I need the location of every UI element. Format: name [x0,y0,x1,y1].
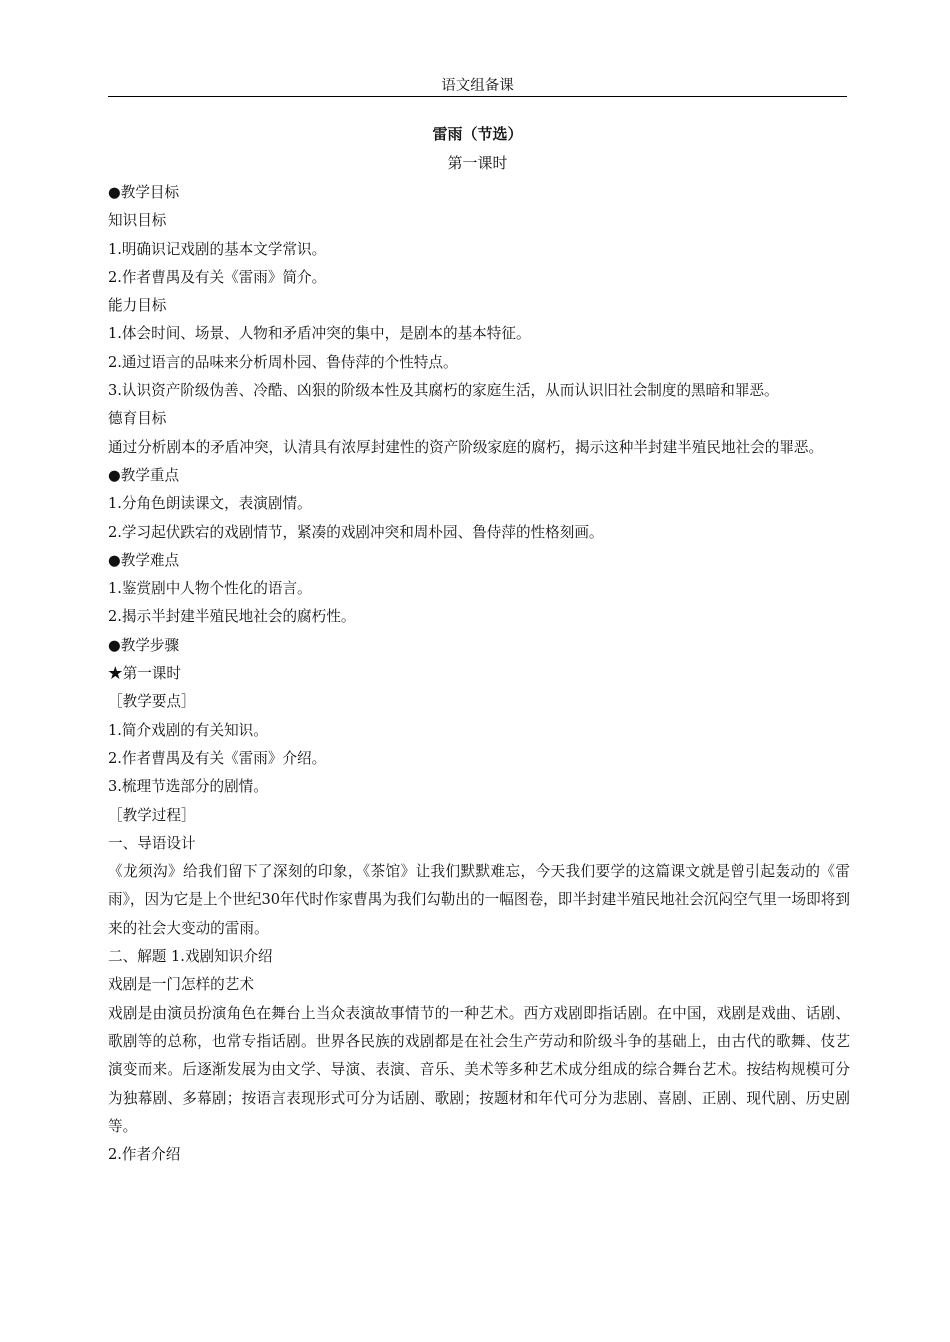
list-item: 1.鉴赏剧中人物个性化的语言。 [108,580,312,598]
subsection-heading: 戏剧是一门怎样的艺术 [108,976,254,994]
list-item: 3.梳理节选部分的剧情。 [108,778,268,796]
step-heading: 一、导语设计 [108,834,196,852]
list-item: 1.分角色朗读课文，表演剧情。 [108,495,312,513]
document-body [108,179,850,1169]
page-header: 语文组备课 [441,78,514,94]
list-item: 2.作者曹禺及有关《雷雨》简介。 [108,268,327,286]
paragraph: 《龙须沟》给我们留下了深刻的印象，《茶馆》让我们默默难忘，今天我们要学的这篇课文就是曾引起轰动的《雷雨》，因为它是上个世纪30年代时作家曹禺为我们勾勒出的一幅图卷，即半封建半殖民地社会沉闷空气里一场即将到来的社会大变动的雷雨。 [108,863,850,937]
subsection-heading: 知识目标 [108,212,167,230]
document-subtitle: 第一课时 [447,154,508,172]
subsection-heading: 德育目标 [108,410,167,428]
section-heading: ●教学步骤 [108,636,180,654]
document-title: 雷雨（节选） [432,125,523,143]
step-heading: 二、解题 1.戏剧知识介绍 [108,948,273,966]
list-item: 1.明确识记戏剧的基本文学常识。 [108,240,327,258]
paragraph: 通过分析剧本的矛盾冲突，认清具有浓厚封建性的资产阶级家庭的腐朽，揭示这种半封建半殖民地社会的罪恶。 [108,438,824,456]
list-item: 2.学习起伏跌宕的戏剧情节，紧凑的戏剧冲突和周朴园、鲁侍萍的性格刻画。 [108,523,604,541]
list-item: 2.作者曹禺及有关《雷雨》介绍。 [108,749,327,767]
section-heading: ●教学重点 [108,466,180,484]
subsection-heading: 能力目标 [108,297,167,315]
list-item: 3.认识资产阶级伪善、冷酷、凶狠的阶级本性及其腐朽的家庭生活，从而认识旧社会制度的黑暗和罪恶。 [108,382,779,400]
list-item: 1.体会时间、场景、人物和矛盾冲突的集中，是剧本的基本特征。 [108,325,531,343]
bracket-heading: ［教学要点］ [108,693,196,711]
list-item: 2.作者介绍 [108,1146,181,1164]
section-heading: ●教学目标 [108,184,180,201]
section-heading: ●教学难点 [108,551,180,569]
list-item: 2.通过语言的品味来分析周朴园、鲁侍萍的个性特点。 [108,353,458,371]
bracket-heading: ［教学过程］ [108,806,196,824]
paragraph: 戏剧是由演员扮演角色在舞台上当众表演故事情节的一种艺术。西方戏剧即指话剧。在中国，戏剧是戏曲、话剧、歌剧等的总称，也常专指话剧。世界各民族的戏剧都是在社会生产劳动和阶级斗争的基础上，由古代的歌舞、伎艺演变而来。后逐渐发展为由文学、导演、表演、音乐、美术等多种艺术成分组成的综合舞台艺术。按结构规模可分为独幕剧、多幕剧；按语言表现形式可分为话剧、歌剧；按题材和年代可分为悲剧、喜剧、正剧、现代剧、历史剧等。 [108,1004,850,1135]
lesson-heading: ★第一课时 [108,665,181,683]
list-item: 1.简介戏剧的有关知识。 [108,721,268,739]
header-divider [108,96,847,97]
list-item: 2.揭示半封建半殖民地社会的腐朽性。 [108,608,356,626]
